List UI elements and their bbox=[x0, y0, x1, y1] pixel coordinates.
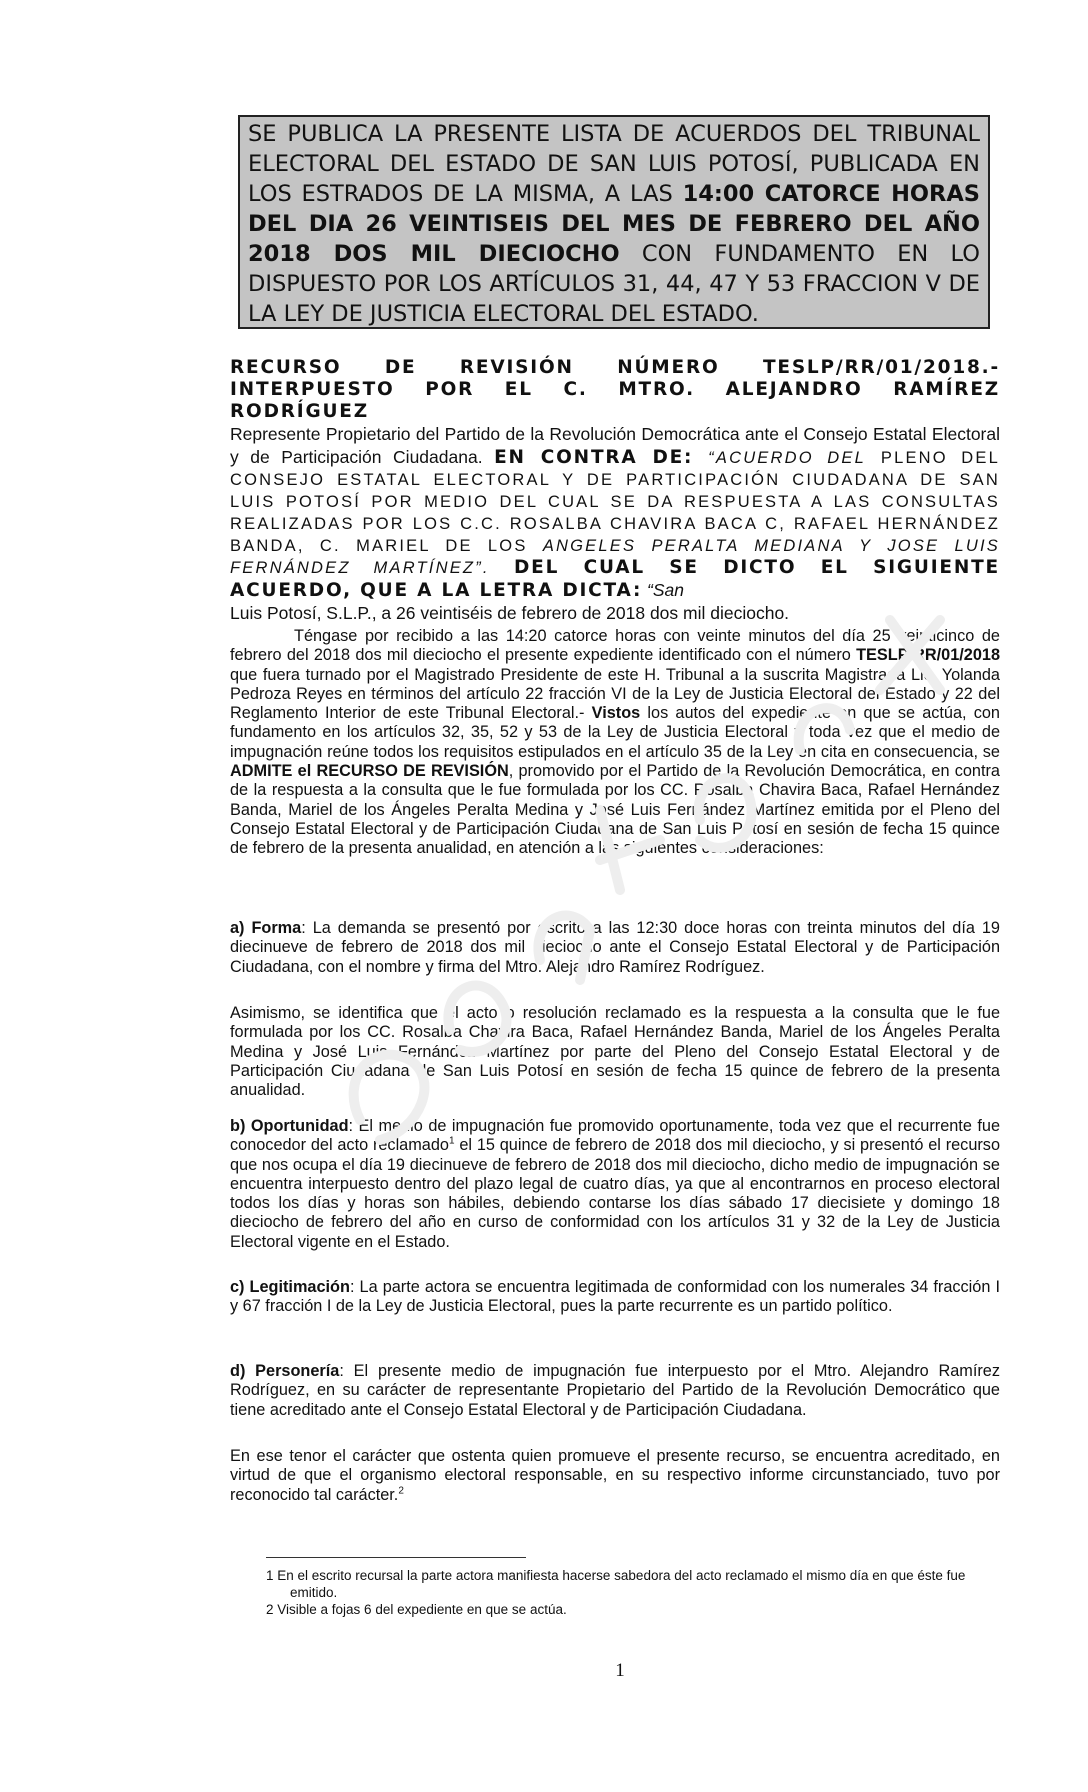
footnote-ref-1: 1 bbox=[448, 1135, 455, 1147]
publication-notice-box bbox=[238, 115, 990, 329]
paragraph-acto-reclamado: Asimismo, se identifica que el acto o resolución reclamado es la respuesta a la consulta que le fue formulada por los CC. Rosalba Chavira Baca, Rafael Hernández Banda, Mariel de los Ángeles Peralta Medina y José Luis Fernández Martínez por parte del Pleno del Consejo Estatal Electoral y de Participación Ciudadana de San Luis Potosí en sesión de fecha 15 quince de febrero de la presenta anualidad. bbox=[230, 1004, 1000, 1100]
footnote-2: 2 Visible a fojas 6 del expediente en que se actúa. bbox=[266, 1602, 567, 1617]
paragraph-admission: Téngase por recibido a las 14:20 catorce horas con veinte minutos del día 25 veinticinco de febrero del 2018 dos mil dieciocho el presente expediente identificado con el número TESLP/RR/01/2018 que fuera turnado por el Magistrado Presidente de este H. Tribunal a la suscrita Magistrada Lic. Yolanda Pedroza Reyes en términos del artículo 22 fracción VI de la Ley de Justicia Electoral del Estado y 22 del Reglamento Interior de este Tribunal Electoral.- Vistos los autos del expediente en que se actúa, con fundamento en los artículos 32, 35, 52 y 53 de la Ley de Justicia Electoral y toda vez que el medio de impugnación reúne todos los requisitos estipulados en el artículo 35 de la Ley en cita en consecuencia, se ADMITE el RECURSO DE REVISIÓN, promovido por el Partido de la Revolución Democrática, en contra de la respuesta a la consulta que le fue formulada por los CC. Rosalba Chavira Baca, Rafael Hernández Banda, Mariel de los Ángeles Peralta Medina y José Luis Fernández Martínez emitida por el Pleno del Consejo Estatal Electoral y de Participación Ciudadana de San Luis Potosí en sesión de fecha 15 quince de febrero de la presenta anualidad, en atención a las siguientes consideraciones: bbox=[230, 627, 1000, 858]
footnote-1: 1 En el escrito recursal la parte actora manifiesta hacerse sabedora del acto reclamado el mismo día en que éste fue emitido. bbox=[266, 1568, 966, 1600]
case-description: Represente Propietario del Partido de la Revolución Democrática ante el Consejo Estatal Electoral y de Participación Ciudadana. EN CONTRA DE: “ACUERDO DEL PLENO DEL CONSEJO ESTATAL ELECTORAL Y DE PARTICIPACIÓN CIUDADANA DE SAN LUIS POTOSÍ POR MEDIO DEL CUAL SE DA RESPUESTA A LAS CONSULTAS REALIZADAS POR LOS C.C. ROSALBA CHAVIRA BACA C, RAFAEL HERNÁNDEZ BANDA, C. MARIEL DE LOS ANGELES PERALTA MEDIANA Y JOSE LUIS FERNÁNDEZ MARTÍNEZ”. DEL CUAL SE DICTO EL SIGUIENTE ACUERDO, QUE A LA LETRA DICTA: “San bbox=[230, 424, 1000, 601]
paragraph-personeria: d) Personería: El presente medio de impugnación fue interpuesto por el Mtro. Alejandro Ramírez Rodríguez, en su carácter de representante Propietario del Partido de la Revolución Democrático que tiene acreditado ante el Consejo Estatal Electoral y de Participación Ciudadana. bbox=[230, 1362, 1000, 1419]
document-date: Luis Potosí, S.L.P., a 26 veintiséis de febrero de 2018 dos mil dieciocho. bbox=[230, 603, 790, 623]
challenged-act: PLENO DEL CONSEJO ESTATAL ELECTORAL Y DE PARTICIPACIÓN CIUDADANA DE SAN LUIS POTOSÍ POR MEDIO DEL CUAL SE DA RESPUESTA A LAS CONSULTAS REALIZADAS POR LOS C.C. ROSALBA CHAVIRA BACA C, RAFAEL HERNÁNDEZ BANDA, C. MARIEL DE LOS bbox=[230, 449, 1000, 555]
en-contra-de: EN CONTRA DE: bbox=[494, 447, 709, 468]
footnote-ref-2: 2 bbox=[398, 1485, 404, 1497]
publication-date-bold: 14:00 CATORCE HORAS DEL DIA 26 VEINTISEIS DEL MES DE FEBRERO DEL AÑO 2018 DOS MIL DIECIOCHO bbox=[248, 181, 980, 267]
case-title-line-2: INTERPUESTO POR EL C. MTRO. ALEJANDRO RAMÍREZ RODRÍGUEZ bbox=[230, 379, 1000, 422]
del-cual-heading: DEL CUAL SE DICTO EL SIGUIENTE ACUERDO, QUE A LA LETRA DICTA: bbox=[230, 557, 1000, 601]
representative-text: Represente Propietario del Partido de la Revolución Democrática ante el Consejo Estatal Electoral y de Participación Ciudadana. bbox=[230, 424, 1000, 467]
publication-notice-text: SE PUBLICA LA PRESENTE LISTA DE ACUERDOS DEL TRIBUNAL ELECTORAL DEL ESTADO DE SAN LUIS POTOSÍ, PUBLICADA EN LOS ESTRADOS DE LA MISMA, A LAS 14:00 CATORCE HORAS DEL DIA 26 VEINTISEIS DEL MES DE FEBRERO DEL AÑO 2018 DOS MIL DIECIOCHO CON FUNDAMENTO EN LO DISPUESTO POR LOS ARTÍCULOS 31, 44, 47 Y 53 FRACCION V DE LA LEY DE JUSTICIA ELECTORAL DEL ESTADO. bbox=[248, 121, 980, 327]
case-heading bbox=[230, 357, 1000, 624]
footnotes bbox=[266, 1567, 986, 1618]
page-number: 1 bbox=[615, 1660, 625, 1681]
footnote-separator bbox=[266, 1557, 526, 1558]
paragraph-legitimacion: c) Legitimación: La parte actora se encuentra legitimada de conformidad con los numerales 34 fracción I y 67 fracción I de la Ley de Justicia Electoral, pues la parte recurrente es un partido político. bbox=[230, 1278, 1000, 1316]
paragraph-caracter: En ese tenor el carácter que ostenta quien promueve el presente recurso, se encuentra acreditado, en virtud de que el organismo electoral responsable, en su respectivo informe circunstanciado, tuvo por reconocido tal carácter.$^2$ bbox=[230, 1447, 1000, 1504]
paragraph-oportunidad: b) Oportunidad: El medio de impugnación fue promovido oportunamente, toda vez que el recurrente fue conocedor del acto reclamado$^1$ el 15 quince de febrero de 2018 dos mil dieciocho, y si presentó el recurso que nos ocupa el día 19 diecinueve de febrero de 2018 dos mil dieciocho, dicho medio de impugnación se encuentra interpuesto dentro del plazo legal de cuatro días, ya que al encontrarnos en proceso electoral todos los días y horas son hábiles, debiendo contarse los días sábado 17 diecisiete y domingo 18 dieciocho de febrero del año en curso de conformidad con los artículos 31 y 32 de la Ley de Justicia Electoral vigente en el Estado. bbox=[230, 1117, 1000, 1251]
paragraph-forma: a) Forma: La demanda se presentó por escrito a las 12:30 doce horas con treinta minutos del día 19 diecinueve de febrero de 2018 dos mil dieciocho ante el Consejo Estatal Electoral y de Participación Ciudadana, con el nombre y firma del Mtro. Alejandro Ramírez Rodríguez. bbox=[230, 919, 1000, 976]
case-title-line-1: RECURSO DE REVISIÓN NÚMERO TESLP/RR/01/2018.- bbox=[230, 357, 1000, 378]
